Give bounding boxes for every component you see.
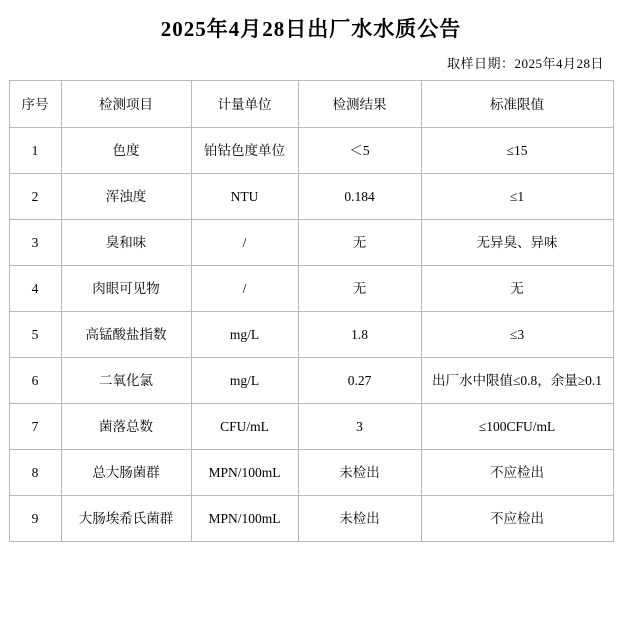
cell-limit: 不应检出 [421,496,613,542]
cell-no: 6 [9,358,61,404]
cell-result: 1.8 [298,312,421,358]
cell-result: 0.184 [298,174,421,220]
cell-no: 5 [9,312,61,358]
cell-no: 3 [9,220,61,266]
cell-item: 色度 [61,128,191,174]
cell-result: 未检出 [298,450,421,496]
column-header-limit: 标准限值 [421,81,613,128]
table-row [9,404,613,450]
cell-unit: MPN/100mL [191,496,298,542]
cell-unit: / [191,266,298,312]
water-quality-table [9,80,614,542]
cell-unit: mg/L [191,312,298,358]
table-row [9,128,613,174]
column-header-no: 序号 [9,81,61,128]
document-page [0,16,622,623]
cell-item: 大肠埃希氏菌群 [61,496,191,542]
column-header-result: 检测结果 [298,81,421,128]
table-row [9,358,613,404]
cell-limit: 无 [421,266,613,312]
sample-date: 取样日期：2025年4月28日 [446,56,604,72]
cell-result: 3 [298,404,421,450]
column-header-item: 检测项目 [61,81,191,128]
cell-item: 二氧化氯 [61,358,191,404]
cell-unit: CFU/mL [191,404,298,450]
cell-item: 高锰酸盐指数 [61,312,191,358]
cell-result: 无 [298,266,421,312]
cell-item: 总大肠菌群 [61,450,191,496]
table-row [9,174,613,220]
cell-limit: 无异臭、异味 [421,220,613,266]
table-row [9,496,613,542]
table-row [9,220,613,266]
cell-limit: ≤3 [421,312,613,358]
cell-limit: ≤15 [421,128,613,174]
cell-no: 9 [9,496,61,542]
column-header-unit: 计量单位 [191,81,298,128]
cell-no: 4 [9,266,61,312]
cell-unit: NTU [191,174,298,220]
cell-unit: / [191,220,298,266]
cell-limit: 出厂水中限值≤0.8，余量≥0.1 [421,358,613,404]
cell-item: 肉眼可见物 [61,266,191,312]
cell-no: 8 [9,450,61,496]
cell-unit: 铂钴色度单位 [191,128,298,174]
cell-no: 2 [9,174,61,220]
cell-result: 未检出 [298,496,421,542]
cell-limit: 不应检出 [421,450,613,496]
table-row [9,266,613,312]
cell-limit: ≤1 [421,174,613,220]
table-row [9,450,613,496]
table-row [9,312,613,358]
cell-result: ＜5 [298,128,421,174]
cell-limit: ≤100CFU/mL [421,404,613,450]
cell-result: 无 [298,220,421,266]
cell-unit: mg/L [191,358,298,404]
page-title: 2025年4月28日出厂水水质公告 [160,17,462,41]
cell-no: 1 [9,128,61,174]
cell-no: 7 [9,404,61,450]
cell-item: 菌落总数 [61,404,191,450]
cell-item: 臭和味 [61,220,191,266]
cell-result: 0.27 [298,358,421,404]
table-header-row [9,81,613,128]
cell-item: 浑浊度 [61,174,191,220]
cell-unit: MPN/100mL [191,450,298,496]
